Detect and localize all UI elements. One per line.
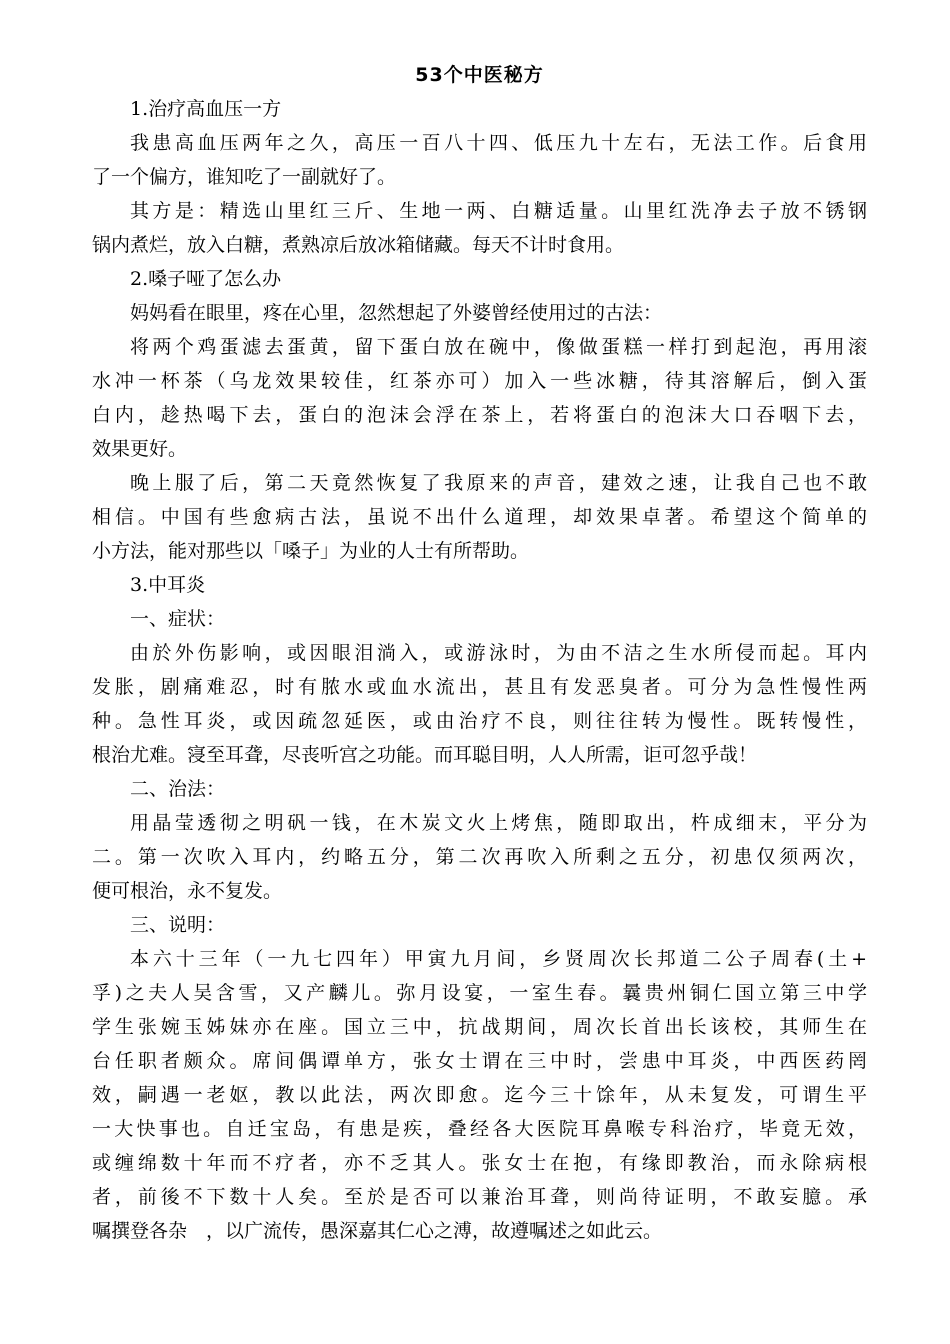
text-line: 晚上服了后，第二天竟然恢复了我原来的声音，建效之速，让我自己也不敢 [130, 472, 867, 494]
document-page [92, 58, 867, 1248]
text-line: 由於外伤影响，或因眼泪淌入，或游泳时，为由不洁之生水所侵而起。耳内 [130, 642, 867, 664]
page-title: 53个中医秘方 [415, 64, 544, 86]
text-line: 1.治疗高血压一方 [130, 98, 282, 120]
text-line: 二、治法： [130, 778, 226, 800]
text-line: 本六十三年（一九七四年）甲寅九月间，乡贤周次长邦道二公子周春(土+ [130, 948, 867, 970]
text-line: 一、症状： [130, 608, 226, 630]
text-line: 种。急性耳炎，或因疏忽延医，或由治疗不良，则往往转为慢性。既转慢性， [92, 710, 867, 732]
text-line: 台任职者颇众。席间偶谭单方，张女士谓在三中时，尝患中耳炎，中西医药罔 [92, 1050, 867, 1072]
text-line: 孚)之夫人吴含雪，又产麟儿。弥月设宴，一室生春。曩贵州铜仁国立第三中学 [92, 982, 867, 1004]
text-line: 二。第一次吹入耳内，约略五分，第二次再吹入所剩之五分，初患仅须两次， [92, 846, 867, 868]
text-line: 效，嗣遇一老妪，教以此法，两次即愈。迄今三十馀年，从未复发，可谓生平 [92, 1084, 867, 1106]
text-line: 2.嗓子哑了怎么办 [130, 268, 282, 290]
text-line: 便可根治，永不复发。 [92, 880, 283, 902]
text-line: 或缠绵数十年而不疗者，亦不乏其人。张女士在抱，有缘即教治，而永除病根 [92, 1152, 867, 1174]
text-line: 学生张婉玉姊妹亦在座。国立三中，抗战期间，周次长首出长该校，其师生在 [92, 1016, 867, 1038]
text-line: 发胀，剧痛难忍，时有脓水或血水流出，甚且有发恶臭者。可分为急性慢性两 [92, 676, 867, 698]
text-line: 白内，趁热喝下去，蛋白的泡沫会浮在茶上，若将蛋白的泡沫大口吞咽下去， [92, 404, 867, 426]
document-body [92, 92, 867, 1248]
text-line: 嘱撰登各杂 ，以广流传，愚深嘉其仁心之溥，故遵嘱述之如此云。 [92, 1220, 663, 1242]
text-line: 三、说明： [130, 914, 226, 936]
text-line: 效果更好。 [92, 438, 188, 460]
text-line: 3.中耳炎 [130, 574, 206, 596]
text-line: 了一个偏方，谁知吃了一副就好了。 [92, 166, 397, 188]
text-line: 根治尤难。寖至耳聋，尽丧听宫之功能。而耳聪目明，人人所需，讵可忽乎哉！ [92, 744, 758, 766]
text-line: 者，前後不下数十人矣。至於是否可以兼治耳聋，则尚待证明，不敢妄臆。承 [92, 1186, 867, 1208]
text-line: 锅内煮烂，放入白糖，煮熟凉后放冰箱储藏。每天不计时食用。 [92, 234, 625, 256]
text-line: 将两个鸡蛋滤去蛋黄，留下蛋白放在碗中，像做蛋糕一样打到起泡，再用滚 [130, 336, 867, 358]
text-line: 妈妈看在眼里，疼在心里，忽然想起了外婆曾经使用过的古法： [130, 302, 663, 324]
text-line: 相信。中国有些愈病古法，虽说不出什么道理，却效果卓著。希望这个简单的 [92, 506, 867, 528]
text-line: 小方法，能对那些以「嗓子」为业的人士有所帮助。 [92, 540, 530, 562]
text-line: 我患高血压两年之久，高压一百八十四、低压九十左右，无法工作。后食用 [130, 132, 867, 154]
text-line: 用晶莹透彻之明矾一钱，在木炭文火上烤焦，随即取出，杵成细末，平分为 [130, 812, 867, 834]
text-line: 水冲一杯茶（乌龙效果较佳，红茶亦可）加入一些冰糖，待其溶解后，倒入蛋 [92, 370, 867, 392]
text-line: 一大快事也。自迁宝岛，有患是疾，叠经各大医院耳鼻喉专科治疗，毕竟无效， [92, 1118, 867, 1140]
text-line: 其方是：精选山里红三斤、生地一两、白糖适量。山里红洗净去子放不锈钢 [130, 200, 867, 222]
